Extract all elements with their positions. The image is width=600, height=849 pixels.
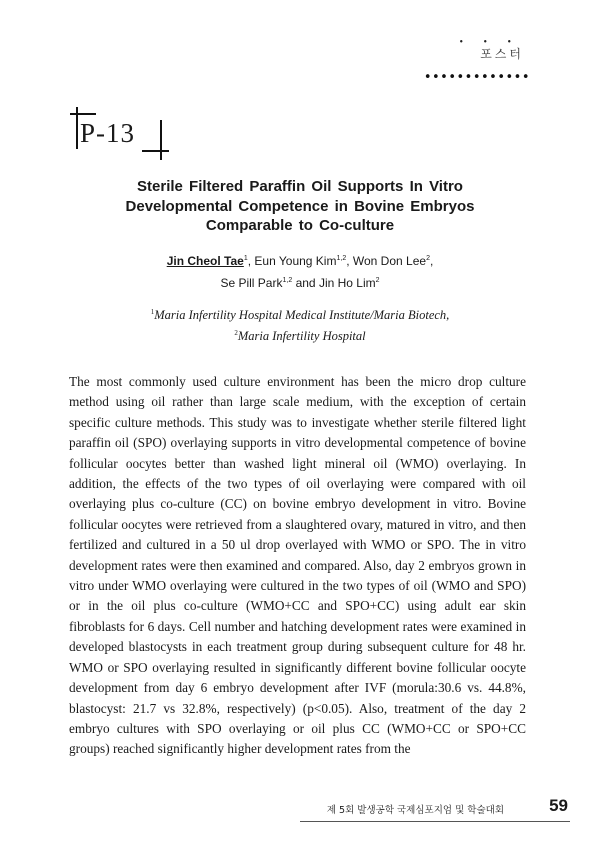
poster-number: P-13 — [80, 118, 136, 148]
title-line-2: Developmental Competence in Bovine Embryos — [125, 197, 475, 215]
abstract-body: The most commonly used culture environment has been the micro drop culture method using oil rather than large scale medium, with the exception of certain specific culture methods. This study was to investigate whether sterile filtered light paraffin oil (SPO) overlaying supports in vitro developmental competence of bovine follicular oocytes better than washed light mineral oil (WMO) overlaying. In addition, the effects of the two types of oil overlaying were compared with oil overlaying plus co-culture (CC) on bovine embryo development in vitro. Bovine follicular oocytes were retrieved from a slaughtered ovary, matured in vitro, and then fertilized and cultured in a 50 ul drop overlayed with WMO or SPO. The in vitro development rates were then examined and compared. Also, day 2 embryos grown in vitro under WMO overlaying were cultured in the two types of oil (WMO and SPO) or in the oil plus co-culture (WMO+CC and SPO+CC) using adult ear skin fibroblasts for 6 days. Cell number and hatching development rates were examined in developed blastocysts in each treatment group during subsequent culture for 48 hr. WMO or SPO overlaying resulted in significantly different bovine follicular oocyte development from day 6 embryo development after IVF (morula:30.6 vs. 44.8%, blastocyst: 21.7 vs 32.8%, respectively) (p<0.05). Also, treatment of the day 2 embryo cultures with SPO overlaying or oil plus CC (WMO+CC or SPO+CC groups) reached significantly higher development rates from the — [69, 374, 526, 757]
author: Se Pill Park — [220, 276, 283, 290]
affil-sup: 1 — [150, 308, 155, 316]
header-dots-top: • • • — [459, 37, 520, 48]
section-label: 포스터 — [480, 47, 524, 61]
author-sup: 2 — [426, 255, 430, 262]
author: Won Don Lee — [352, 254, 427, 268]
header-dots-row: ••••••••••••• — [423, 70, 530, 85]
author-sup: 2 — [375, 277, 380, 284]
author-sup: 1 — [243, 255, 248, 262]
affil-text: Maria Infertility Hospital Medical Institute/Maria Biotech, — [154, 308, 450, 323]
author-line-1: Jin Cheol Tae$^1$, Eun Young Kim$^{1,2}$, Won Don Lee$^2$, — [166, 254, 434, 268]
and-word: and — [295, 276, 316, 290]
author-sup: 1,2 — [336, 255, 347, 262]
affiliation-1 — [80, 303, 520, 324]
title-line-3: Comparable to Co-culture — [205, 217, 395, 234]
author-sup: 1,2 — [282, 277, 293, 284]
conference-name: 제 5회 발생공학 국제심포지엄 및 학술대회 — [326, 805, 504, 816]
crop-mark-h2 — [142, 150, 169, 152]
affiliation-2 — [80, 324, 520, 345]
footer-rule — [300, 821, 570, 822]
affil-text: Maria Infertility Hospital — [237, 329, 366, 344]
author-presenting: Jin Cheol Tae — [166, 254, 244, 268]
paper-title — [80, 177, 520, 236]
page-number: 59 — [549, 796, 568, 815]
affil-sup: 2 — [234, 329, 238, 338]
author: Jin Ho Lim — [318, 276, 376, 290]
crop-mark-v2 — [160, 120, 162, 160]
author: Eun Young Kim — [254, 254, 337, 268]
affiliations — [80, 303, 520, 345]
author-list — [80, 249, 520, 293]
title-line-1: Sterile Filtered Paraffin Oil Supports In Vitro — [137, 178, 463, 195]
crop-mark-h1 — [70, 113, 96, 115]
author-line-2 — [80, 271, 520, 293]
